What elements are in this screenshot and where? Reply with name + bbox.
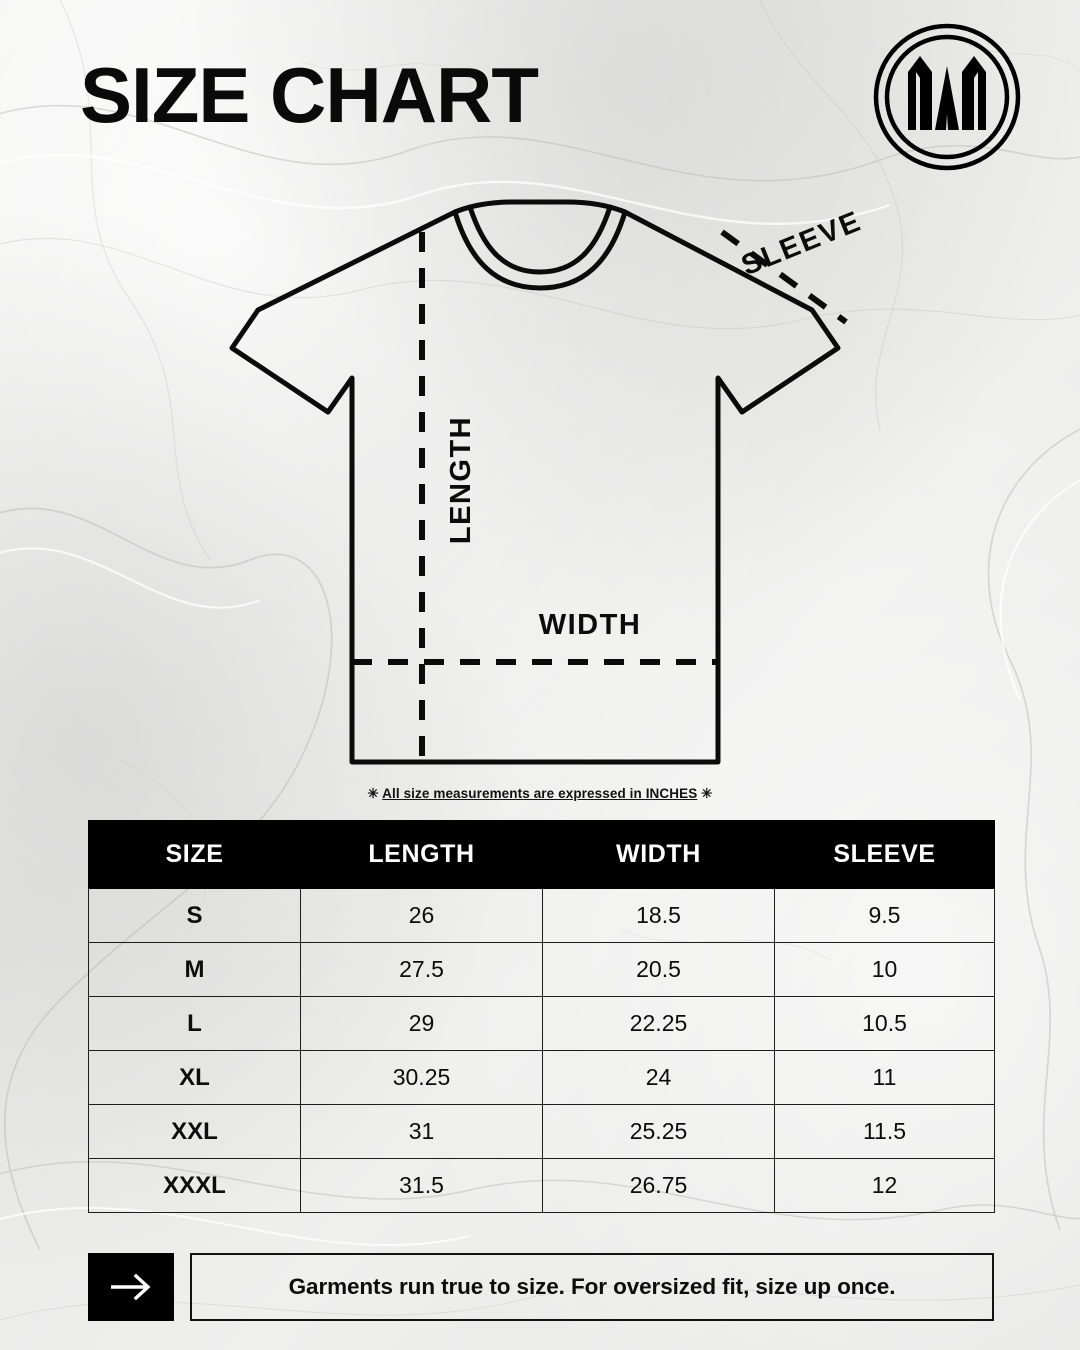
cell-length: 31 <box>301 1105 543 1159</box>
note-marker-left: ✳ <box>367 786 379 801</box>
cell-size: XXL <box>89 1105 301 1159</box>
cell-sleeve: 10.5 <box>775 997 995 1051</box>
arrow-right-icon <box>88 1253 174 1321</box>
cell-size: XXXL <box>89 1159 301 1213</box>
cell-sleeve: 11.5 <box>775 1105 995 1159</box>
label-length: LENGTH <box>445 415 477 545</box>
fit-advice-text: Garments run true to size. For oversized fit, size up once. <box>190 1253 994 1321</box>
cell-length: 31.5 <box>301 1159 543 1213</box>
column-header-length: LENGTH <box>301 821 543 889</box>
table-row <box>89 889 995 943</box>
cell-width: 18.5 <box>543 889 775 943</box>
cell-width: 22.25 <box>543 997 775 1051</box>
cell-size: M <box>89 943 301 997</box>
cell-sleeve: 11 <box>775 1051 995 1105</box>
page-title: SIZE CHART <box>80 51 538 139</box>
table-row <box>89 997 995 1051</box>
label-width: WIDTH <box>538 609 642 641</box>
cell-width: 26.75 <box>543 1159 775 1213</box>
note-marker-right: ✳ <box>701 786 713 801</box>
cell-length: 30.25 <box>301 1051 543 1105</box>
note-text: All size measurements are expressed in INCHES <box>382 786 698 801</box>
measurement-units-note <box>0 786 1080 802</box>
cell-sleeve: 12 <box>775 1159 995 1213</box>
arrow-right-glyph <box>108 1272 154 1302</box>
cell-length: 27.5 <box>301 943 543 997</box>
table-row <box>89 943 995 997</box>
table-row <box>89 1105 995 1159</box>
cell-width: 20.5 <box>543 943 775 997</box>
table-row <box>89 1051 995 1105</box>
label-sleeve: SLEEVE <box>737 205 867 283</box>
table-row <box>89 1159 995 1213</box>
cell-size: S <box>89 889 301 943</box>
footer-callout <box>88 1253 994 1321</box>
table-header-row <box>89 821 995 889</box>
brand-monogram-logo <box>872 22 1022 172</box>
cell-width: 24 <box>543 1051 775 1105</box>
cell-length: 29 <box>301 997 543 1051</box>
column-header-width: WIDTH <box>543 821 775 889</box>
cell-size: L <box>89 997 301 1051</box>
cell-size: XL <box>89 1051 301 1105</box>
column-header-sleeve: SLEEVE <box>775 821 995 889</box>
tshirt-measurement-diagram <box>0 190 1080 790</box>
cell-sleeve: 9.5 <box>775 889 995 943</box>
cell-sleeve: 10 <box>775 943 995 997</box>
cell-width: 25.25 <box>543 1105 775 1159</box>
size-chart-table <box>88 820 995 1213</box>
cell-length: 26 <box>301 889 543 943</box>
column-header-size: SIZE <box>89 821 301 889</box>
